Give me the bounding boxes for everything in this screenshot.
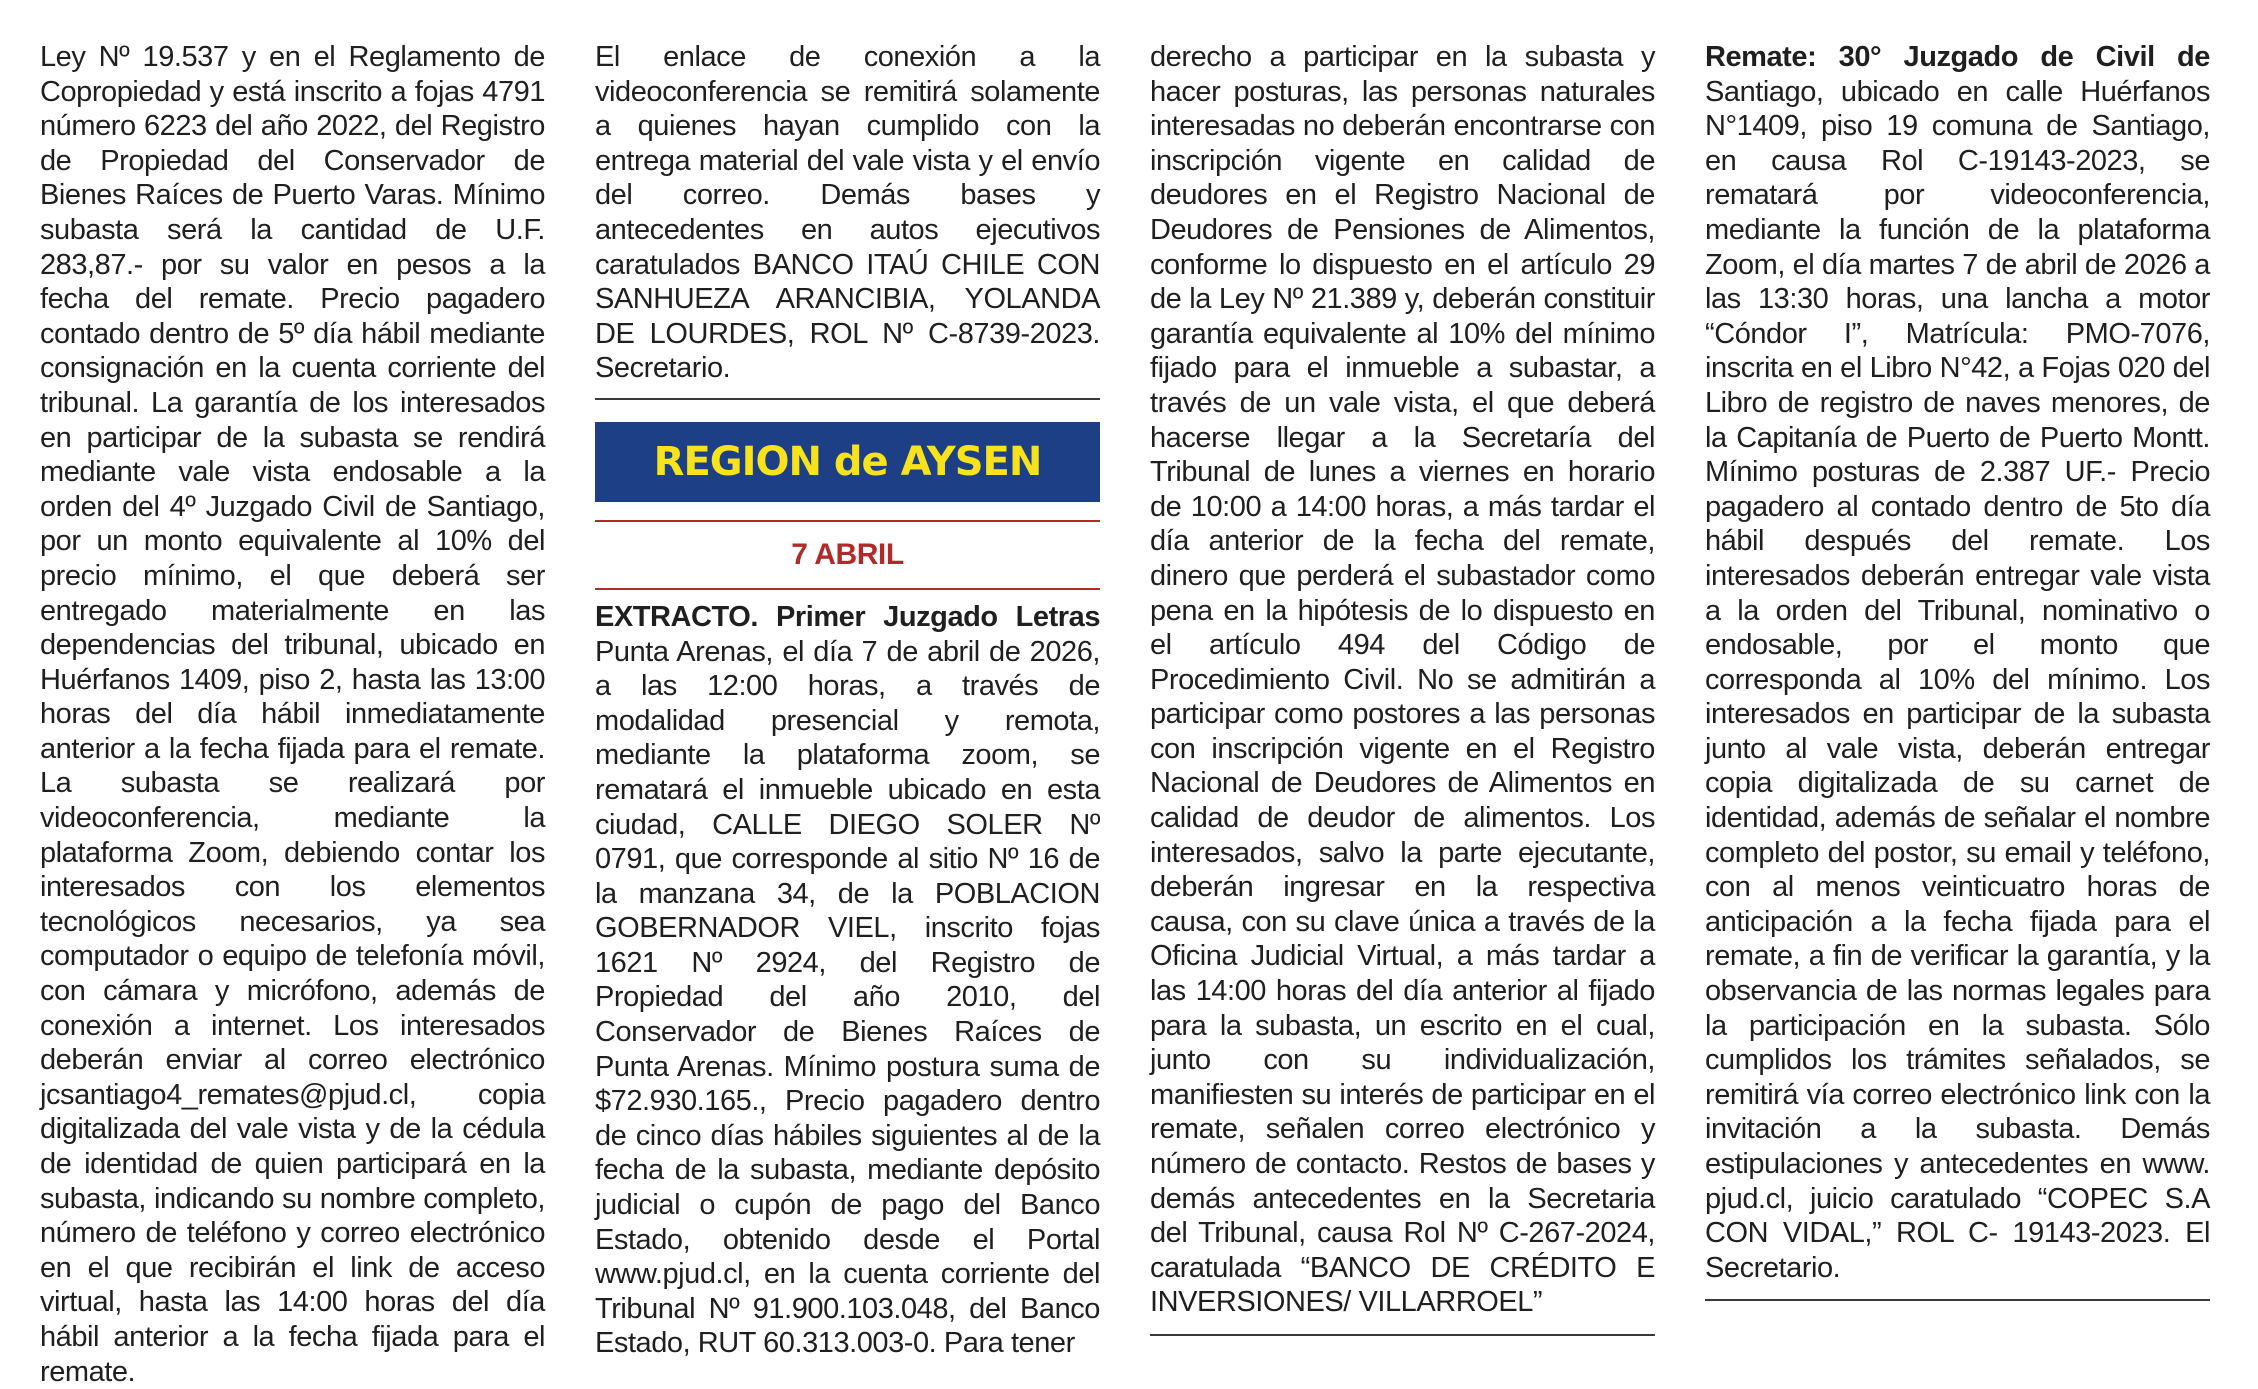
notice-closing-text: El enlace de conexión a la videoconferencia se remitirá solamente a quienes hayan cumplido con la entrega material del vale vista y el envío del correo. Demás bases y antecedentes en autos ejecutivos caratulados BANCO ITAÚ CHILE CON SANHUEZA ARANCIBIA, YOLANDA DE LOURDES, ROL Nº C-8739-2023. Secretario. [595, 41, 1100, 385]
extract-heading: EXTRACTO. Primer Juzgado Letras [595, 600, 1100, 633]
section-divider [1705, 1299, 2210, 1301]
date-heading: 7 ABRIL [791, 537, 904, 571]
column-1 [40, 40, 545, 1389]
column-2 [595, 40, 1100, 1361]
extract-body-text: Punta Arenas, el día 7 de abril de 2026, a las 12:00 horas, a través de modalidad presencial y remota, mediante la plataforma zoom, se rematará el inmueble ubicado en esta ciudad, CALLE DIEGO SOLER Nº 0791, que corresponde al sitio Nº 16 de la manzana 34, de la POBLACION GOBERNADOR VIEL, inscrito fojas 1621 Nº 2924, del Registro de Propiedad del año 2010, del Conservador de Bienes Raíces de Punta Arenas. Mínimo postura suma de $72.930.165., Precio pagadero dentro de cinco días hábiles siguientes al de la fecha de la subasta, mediante depósito judicial o cupón de pago del Banco Estado, obtenido desde el Portal www.pjud.cl, en la cuenta corriente del Tribunal Nº 91.900.103.048, del Banco Estado, RUT 60.313.003-0. Para tener [595, 635, 1100, 1360]
region-banner: REGION de AYSEN [595, 422, 1100, 502]
remate-body-text: Santiago, ubicado en calle Huérfanos N°1409, piso 19 comuna de Santiago, en causa Rol C-19143-2023, se rematará por videoconferencia, mediante la función de la plataforma Zoom, el día martes 7 de abril de 2026 a las 13:30 horas, una lancha a motor “Cóndor I”, Matrícula: PMO-7076, inscrita en el Libro N°42, a Fojas 020 del Libro de registro de naves menores, de la Capitanía de Puerto de Puerto Montt. Mínimo posturas de 2.387 UF.- Precio pagadero al contado dentro de 5to día hábil después del remate. Los interesados deberán entregar vale vista a la orden del Tribunal, nominativo o endosable, por el monto que corresponda al 10% del mínimo. Los interesados en participar de la subasta junto al vale vista, deberán entregar copia digitalizada de su carnet de identidad, además de señalar el nombre completo del postor, su email y teléfono, con al menos veinticuatro horas de anticipación a la fecha fijada para el remate, a fin de verificar la garantía, y la observancia de las normas legales para la participación en la subasta. Sólo cumplidos los trámites señalados, se remitirá vía correo electrónico link con la invitación a la subasta. Demás estipulaciones y antecedentes en www. pjud.cl, juicio caratulado “COPEC S.A CON VIDAL,” ROL C- 19143-2023. El Secretario. [1705, 75, 2210, 1284]
column-3 [1150, 40, 1655, 1336]
notice-continuation-text: derecho a participar en la subasta y hacer posturas, las personas naturales interesadas no deberán encontrarse con inscripción vigente en calidad de deudores en el Registro Nacional de Deudores de Pensiones de Alimentos, conforme lo dispuesto en el artículo 29 de la Ley Nº 21.389 y, deberán constituir garantía equivalente al 10% del mínimo fijado para el inmueble a subastar, a través de un vale vista, el que deberá hacerse llegar a la Secretaría del Tribunal de lunes a viernes en horario de 10:00 a 14:00 horas, a más tardar el día anterior de la fecha del remate, dinero que perderá el subastador como pena en la hipótesis de lo dispuesto en el artículo 494 del Código de Procedimiento Civil. No se admitirán a participar como postores a las personas con inscripción vigente en el Registro Nacional de Deudores de Alimentos en calidad de deudor de alimentos. Los interesados, salvo la parte ejecutante, deberán ingresar en la respectiva causa, con su clave única a través de la Oficina Judicial Virtual, a más tardar a las 14:00 horas del día anterior al fijado para la subasta, un escrito en el cual, junto con su individualización, manifiesten su interés de participar en el remate, señalen correo electrónico y número de contacto. Restos de bases y demás antecedentes en la Secretaria del Tribunal, causa Rol Nº C-267-2024, caratulada “BANCO DE CRÉDITO E INVERSIONES/ VILLARROEL” [1150, 41, 1655, 1319]
column-4 [1705, 40, 2210, 1301]
remate-heading: Remate: 30° Juzgado de Civil de [1705, 41, 2210, 73]
notice-continuation-text: Ley Nº 19.537 y en el Reglamento de Copropiedad y está inscrito a fojas 4791 número 6223 del año 2022, del Registro de Propiedad del Conservador de Bienes Raíces de Puerto Varas. Mínimo subasta será la cantidad de U.F. 283,87.- por su valor en pesos a la fecha del remate. Precio pagadero contado dentro de 5º día hábil mediante consignación en la cuenta corriente del tribunal. La garantía de los interesados en participar de la subasta se rendirá mediante vale vista endosable a la orden del 4º Juzgado Civil de Santiago, por un monto equivalente al 10% del precio mínimo, el que deberá ser entregado materialmente en las dependencias del tribunal, ubicado en Huérfanos 1409, piso 2, hasta las 13:00 horas del día hábil inmediatamente anterior a la fecha fijada para el remate. La subasta se realizará por videoconferencia, mediante la plataforma Zoom, debiendo contar los interesados con los elementos tecnológicos necesarios, ya sea computador o equipo de telefonía móvil, con cámara y micrófono, además de conexión a internet. Los interesados deberán enviar al correo electrónico jcsantiago4_remates@pjud.cl, copia digitalizada del vale vista y de la cédula de identidad de quien participará en la subasta, indicando su nombre completo, número de teléfono y correo electrónico en el que recibirán el link de acceso virtual, hasta las 14:00 horas del día hábil anterior a la fecha fijada para el remate. [40, 41, 545, 1388]
section-divider [1150, 1334, 1655, 1336]
